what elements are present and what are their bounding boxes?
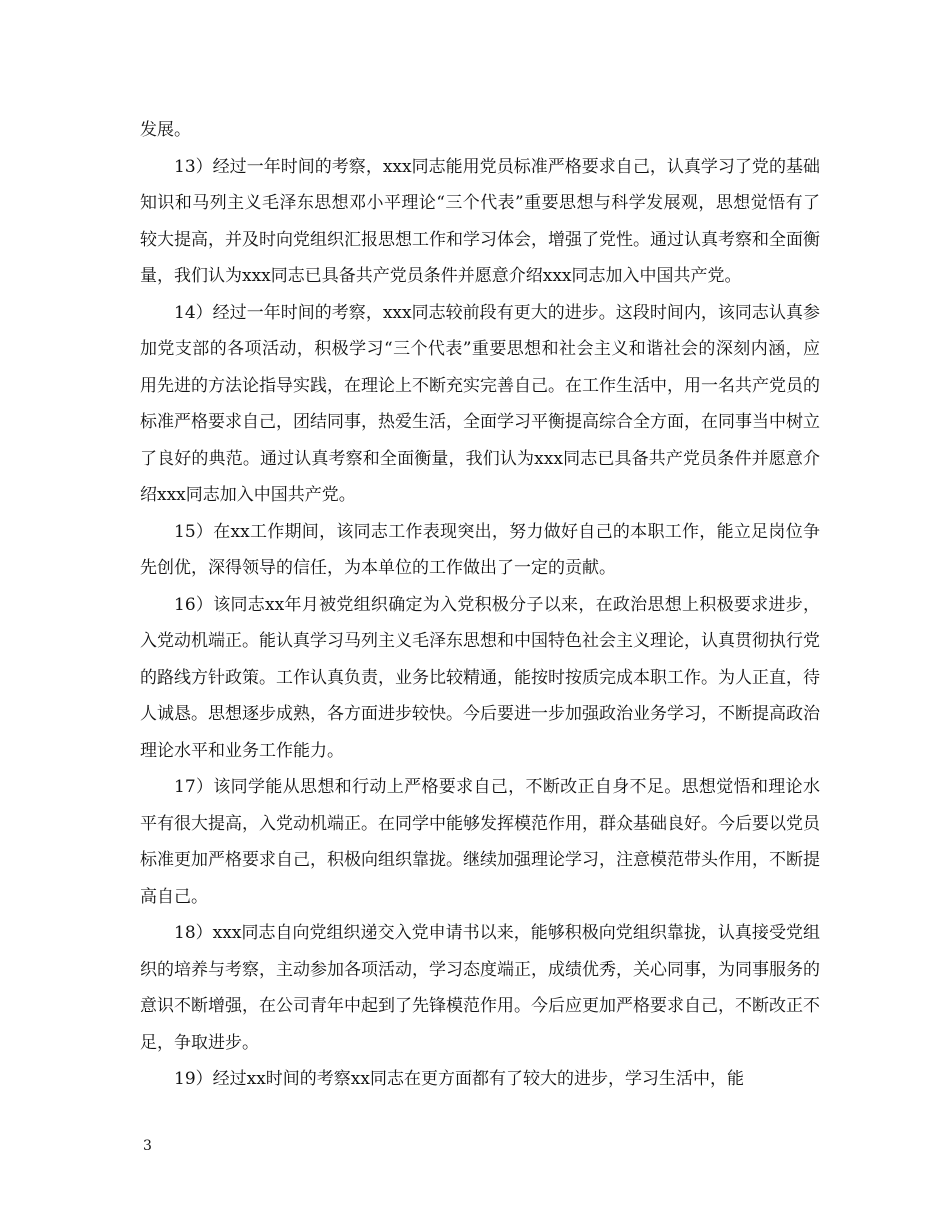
paragraph-14: 14）经过一年时间的考察，xxx同志较前段有更大的进步。这段时间内，该同志认真参加党支部的各项活动，积极学习“三个代表”重要思想和社会主义和谐社会的深刻内涵，应用先进的方法论指导实践，在理论上不断充实完善自己。在工作生活中，用一名共产党员的标准严格要求自己，团结同事，热爱生活，全面学习平衡提高综合全方面，在同事当中树立了良好的典范。通过认真考察和全面衡量，我们认为xxx同志已具备共产党员条件并愿意介绍xxx同志加入中国共产党。 — [140, 302, 820, 505]
paragraph-16: 16）该同志xx年月被党组织确定为入党积极分子以来，在政治思想上积极要求进步，入党动机端正。能认真学习马列主义毛泽东思想和中国特色社会主义理论，认真贯彻执行党的路线方针政策。工作认真负责，业务比较精通，能按时按质完成本职工作。为人正直，待人诚恳。思想逐步成熟，各方面进步较快。今后要进一步加强政治业务学习，不断提高政治理论水平和业务工作能力。 — [140, 594, 820, 761]
document-body — [140, 112, 820, 1098]
paragraph-13: 13）经过一年时间的考察，xxx同志能用党员标准严格要求自己，认真学习了党的基础知识和马列主义毛泽东思想邓小平理论“三个代表”重要思想与科学发展观，思想觉悟有了较大提高，并及时向党组织汇报思想工作和学习体会，增强了党性。通过认真考察和全面衡量，我们认为xxx同志已具备共产党员条件并愿意介绍xxx同志加入中国共产党。 — [140, 156, 820, 286]
page-number: 3 — [143, 1138, 152, 1154]
paragraph-15: 15）在xx工作期间，该同志工作表现突出，努力做好自己的本职工作，能立足岗位争先创优，深得领导的信任，为本单位的工作做出了一定的贡献。 — [140, 521, 820, 578]
paragraph-17: 17）该同学能从思想和行动上严格要求自己，不断改正自身不足。思想觉悟和理论水平有很大提高，入党动机端正。在同学中能够发挥模范作用，群众基础良好。今后要以党员标准更加严格要求自己，积极向组织靠拢。继续加强理论学习，注意模范带头作用，不断提高自己。 — [140, 777, 820, 907]
paragraph-continuation: 发展。 — [140, 120, 191, 140]
paragraph-19: 19）经过xx时间的考察xx同志在更方面都有了较大的进步，学习生活中，能 — [174, 1069, 744, 1089]
paragraph-18: 18）xxx同志自向党组织递交入党申请书以来，能够积极向党组织靠拢，认真接受党组织的培养与考察，主动参加各项活动，学习态度端正，成绩优秀，关心同事，为同事服务的意识不断增强，在公司青年中起到了先锋模范作用。今后应更加严格要求自己，不断改正不足，争取进步。 — [140, 923, 820, 1053]
